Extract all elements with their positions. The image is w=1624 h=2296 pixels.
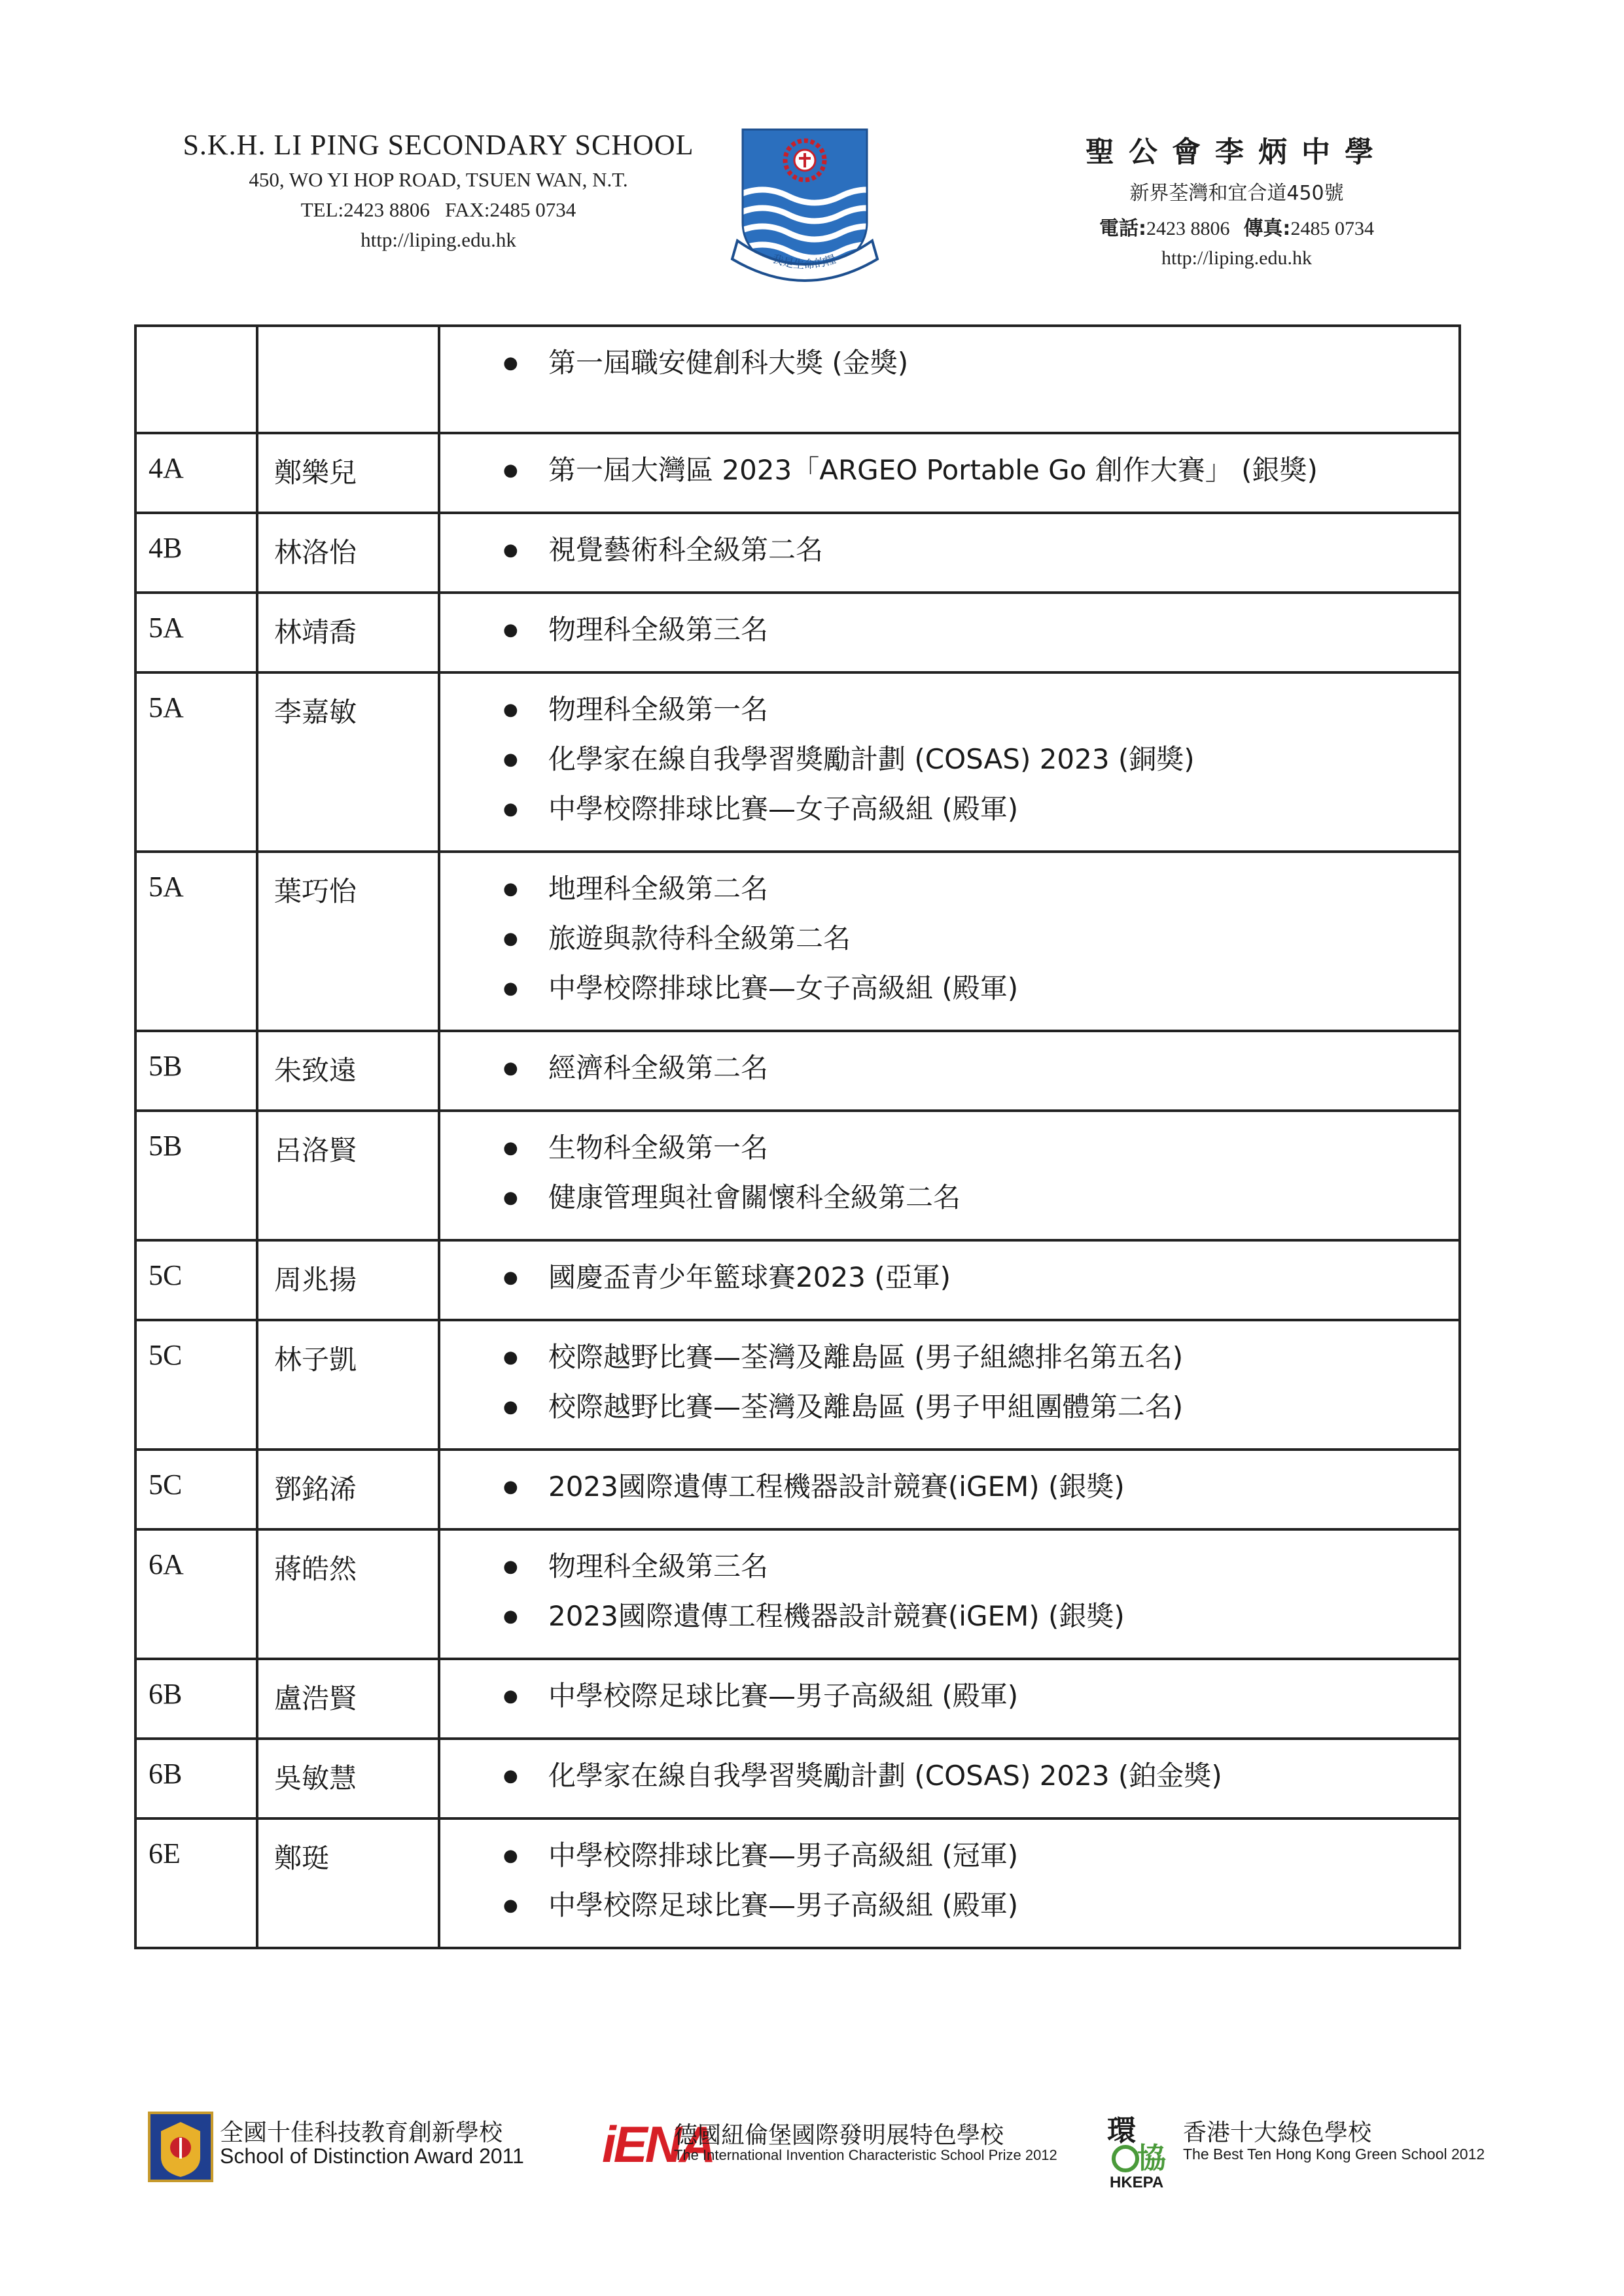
award-item: ● 中學校際足球比賽—男子高級組 (殿軍) (440, 1884, 1458, 1934)
iena-logo: iENA (602, 2115, 714, 2173)
table-row (135, 1818, 1460, 1948)
student-name-cell: 鄭樂兒 (257, 433, 439, 513)
address-en: 450, WO YI HOP ROAD, TSUEN WAN, N.T. (249, 168, 628, 191)
class-cell: 5B (135, 1111, 257, 1240)
award-item: ● 健康管理與社會關懷科全級第二名 (440, 1176, 1458, 1226)
class-cell: 5A (135, 672, 257, 852)
award-item: ● 化學家在線自我學習獎勵計劃 (COSAS) 2023 (銅獎) (440, 738, 1458, 788)
student-name-cell: 盧浩賢 (257, 1659, 439, 1739)
award-list (440, 688, 1458, 837)
award-item: ● 第一屆職安健創科大獎 (金獎) (440, 341, 1458, 391)
table-row (135, 513, 1460, 593)
award-item: ● 中學校際排球比賽—女子高級組 (殿軍) (440, 967, 1458, 1017)
table-row (135, 1111, 1460, 1240)
school-name-en: S.K.H. LI PING SECONDARY SCHOOL (183, 129, 694, 161)
award-list (440, 608, 1458, 658)
award3-zh: 香港十大綠色學校 (1183, 2119, 1372, 2146)
class-cell: 6A (135, 1529, 257, 1659)
distinction-logo-icon (148, 2112, 213, 2182)
award-item: ● 物理科全級第三名 (440, 608, 1458, 658)
website-en[interactable]: http://liping.edu.hk (361, 228, 516, 251)
website-zh[interactable]: http://liping.edu.hk (1161, 247, 1312, 269)
class-cell: 5C (135, 1450, 257, 1529)
student-name-cell: 朱致遠 (257, 1031, 439, 1111)
svg-text:環: 環 (1107, 2114, 1136, 2148)
student-name-cell: 林靖喬 (257, 593, 439, 672)
table-row (135, 1739, 1460, 1818)
award-list (440, 867, 1458, 1017)
table-row (135, 326, 1460, 433)
award-item: ● 校際越野比賽—荃灣及離島區 (男子甲組團體第二名) (440, 1385, 1458, 1435)
table-row (135, 1450, 1460, 1529)
student-name-cell: 鄭珽 (257, 1818, 439, 1948)
award-item: ● 中學校際排球比賽—女子高級組 (殿軍) (440, 788, 1458, 837)
school-name-zh: 聖公會李炳中學 (1086, 135, 1388, 169)
school-crest-icon (723, 124, 887, 288)
award-item: ● 地理科全級第二名 (440, 867, 1458, 917)
award-list (440, 449, 1458, 498)
awards-cell (439, 672, 1460, 852)
class-cell: 5C (135, 1240, 257, 1320)
award-list (440, 341, 1458, 391)
awards-cell (439, 852, 1460, 1031)
class-cell: 6B (135, 1739, 257, 1818)
awards-cell (439, 433, 1460, 513)
award-item: ● 第一屆大灣區 2023「ARGEO Portable Go 創作大賽」 (銀獎) (440, 449, 1458, 498)
hkepa-logo-icon (1106, 2112, 1178, 2190)
address-zh: 新界荃灣和宜合道450號 (1129, 182, 1344, 205)
award-item: ● 校際越野比賽—荃灣及離島區 (男子組總排名第五名) (440, 1336, 1458, 1385)
table-row (135, 593, 1460, 672)
awards-cell (439, 1529, 1460, 1659)
table-row (135, 852, 1460, 1031)
student-name-cell: 葉巧怡 (257, 852, 439, 1031)
student-name-cell: 周兆揚 (257, 1240, 439, 1320)
class-cell: 6E (135, 1818, 257, 1948)
award-list (440, 1047, 1458, 1096)
letterhead-chinese (942, 128, 1531, 270)
award-list (440, 1754, 1458, 1804)
awards-cell (439, 1111, 1460, 1240)
student-name-cell: 吳敏慧 (257, 1739, 439, 1818)
awards-cell (439, 593, 1460, 672)
award-list (440, 1256, 1458, 1306)
student-name-cell: 鄧銘浠 (257, 1450, 439, 1529)
award1-en: School of Distinction Award 2011 (220, 2144, 524, 2168)
award-item: ● 經濟科全級第二名 (440, 1047, 1458, 1096)
award-item: ● 物理科全級第三名 (440, 1545, 1458, 1595)
class-cell: 4A (135, 433, 257, 513)
award-list (440, 1545, 1458, 1644)
class-cell (135, 326, 257, 433)
awards-cell (439, 1320, 1460, 1450)
awards-table (134, 324, 1461, 1949)
award1-zh: 全國十佳科技教育創新學校 (220, 2119, 503, 2146)
student-name-cell: 林洛怡 (257, 513, 439, 593)
class-cell: 4B (135, 513, 257, 593)
award2-en: The International Invention Characteristic School Prize 2012 (674, 2147, 1057, 2163)
awards-cell (439, 513, 1460, 593)
award-item: ● 旅遊與款待科全級第二名 (440, 917, 1458, 967)
award-list (440, 1126, 1458, 1226)
crest-motto: 我是生命的糧 (770, 252, 838, 272)
class-cell: 5A (135, 593, 257, 672)
award-item: ● 2023國際遺傳工程機器設計競賽(iGEM) (銀獎) (440, 1595, 1458, 1644)
award2-zh: 德國紐倫堡國際發明展特色學校 (674, 2122, 1004, 2149)
student-name-cell (257, 326, 439, 433)
award-list (440, 1675, 1458, 1724)
awards-cell (439, 1739, 1460, 1818)
award-item: ● 物理科全級第一名 (440, 688, 1458, 738)
table-row (135, 1031, 1460, 1111)
award-item: ● 中學校際足球比賽—男子高級組 (殿軍) (440, 1675, 1458, 1724)
table-row (135, 1240, 1460, 1320)
table-row (135, 1529, 1460, 1659)
award-list (440, 1336, 1458, 1435)
student-name-cell: 林子凱 (257, 1320, 439, 1450)
awards-cell (439, 1659, 1460, 1739)
table-row (135, 1320, 1460, 1450)
award-item: ● 國慶盃青少年籃球賽2023 (亞軍) (440, 1256, 1458, 1306)
student-name-cell: 李嘉敏 (257, 672, 439, 852)
award3-en: The Best Ten Hong Kong Green School 2012 (1183, 2146, 1485, 2163)
class-cell: 5B (135, 1031, 257, 1111)
award-list (440, 1834, 1458, 1934)
class-cell: 6B (135, 1659, 257, 1739)
awards-cell (439, 1450, 1460, 1529)
letterhead-english (150, 128, 726, 252)
award-list (440, 1465, 1458, 1515)
award-item: ● 生物科全級第一名 (440, 1126, 1458, 1176)
table-row (135, 1659, 1460, 1739)
awards-cell (439, 1031, 1460, 1111)
class-cell: 5A (135, 852, 257, 1031)
awards-cell (439, 1818, 1460, 1948)
class-cell: 5C (135, 1320, 257, 1450)
award-item: ● 中學校際排球比賽—男子高級組 (冠軍) (440, 1834, 1458, 1884)
award-list (440, 529, 1458, 578)
awards-cell (439, 1240, 1460, 1320)
award-item: ● 視覺藝術科全級第二名 (440, 529, 1458, 578)
award-item: ● 化學家在線自我學習獎勵計劃 (COSAS) 2023 (鉑金獎) (440, 1754, 1458, 1804)
tel-fax-en: TEL:2423 8806 FAX:2485 0734 (300, 198, 576, 221)
student-name-cell: 呂洛賢 (257, 1111, 439, 1240)
award-item: ● 2023國際遺傳工程機器設計競賽(iGEM) (銀獎) (440, 1465, 1458, 1515)
student-name-cell: 蔣皓然 (257, 1529, 439, 1659)
svg-text:協: 協 (1137, 2142, 1166, 2175)
awards-cell (439, 326, 1460, 433)
table-row (135, 672, 1460, 852)
table-row (135, 433, 1460, 513)
tel-fax-zh: 電話:2423 8806 傳真:2485 0734 (1099, 217, 1374, 240)
svg-text:HKEPA: HKEPA (1110, 2174, 1164, 2190)
